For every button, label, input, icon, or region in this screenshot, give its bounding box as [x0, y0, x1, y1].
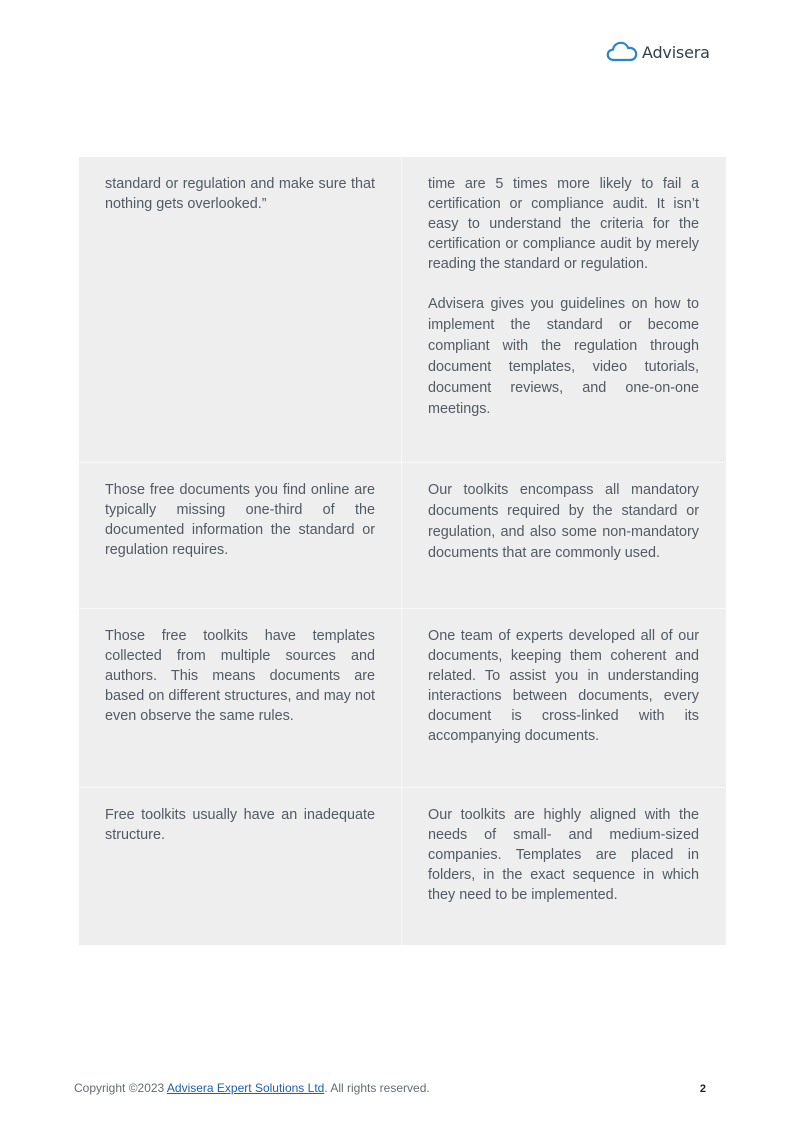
cell-paragraph: Our toolkits are highly aligned with the needs of small- and medium-sized companies. Templates are placed in folders, in the exact sequence in which they need to be implemented. — [428, 807, 699, 903]
advisera-logo — [606, 40, 710, 64]
table-cell-advisera — [402, 609, 725, 787]
table-cell-free — [79, 157, 402, 462]
copyright-suffix: . All rights reserved. — [324, 1081, 430, 1095]
cloud-icon — [606, 40, 638, 64]
page-number: 2 — [699, 1083, 706, 1095]
table-row — [79, 157, 726, 463]
cell-paragraph: Free toolkits usually have an inadequate structure. — [105, 807, 375, 843]
table-cell-free — [79, 609, 402, 787]
table-row — [79, 788, 726, 945]
company-link[interactable]: Advisera Expert Solutions Ltd — [166, 1081, 325, 1095]
table-cell-free — [79, 788, 402, 945]
cell-paragraph: Our toolkits encompass all mandatory documents required by the standard or regulation, and also some non-mandatory documents that are commonly used. — [428, 482, 699, 561]
cell-paragraph: Advisera gives you guidelines on how to implement the standard or become compliant with the regulation through document templates, video tutorials, document reviews, and one-on-one meetings. — [428, 296, 699, 417]
table-cell-advisera — [402, 463, 725, 608]
cell-paragraph: time are 5 times more likely to fail a certification or compliance audit. It isn’t easy to understand the criteria for the certification or compliance audit by merely reading the standard or regulation. — [428, 176, 699, 272]
comparison-table — [79, 157, 726, 945]
cell-paragraph: One team of experts developed all of our documents, keeping them coherent and related. To assist you in understanding interactions between documents, every document is cross-linked with its accompanying documents. — [428, 628, 699, 744]
copyright-prefix: Copyright ©2023 — [74, 1081, 167, 1095]
table-cell-advisera — [402, 788, 725, 945]
cell-paragraph: standard or regulation and make sure that nothing gets overlooked.” — [105, 176, 375, 212]
table-cell-free — [79, 463, 402, 608]
cell-paragraph: Those free toolkits have templates collected from multiple sources and authors. This means documents are based on different structures, and may not even observe the same rules. — [105, 628, 375, 724]
page-footer — [74, 1081, 706, 1095]
copyright-notice — [74, 1081, 430, 1095]
table-row — [79, 463, 726, 609]
table-row — [79, 609, 726, 788]
logo-text: Advisera — [642, 42, 710, 62]
cell-paragraph: Those free documents you find online are typically missing one-third of the documented information the standard or regulation requires. — [105, 482, 375, 558]
table-cell-advisera — [402, 157, 725, 462]
